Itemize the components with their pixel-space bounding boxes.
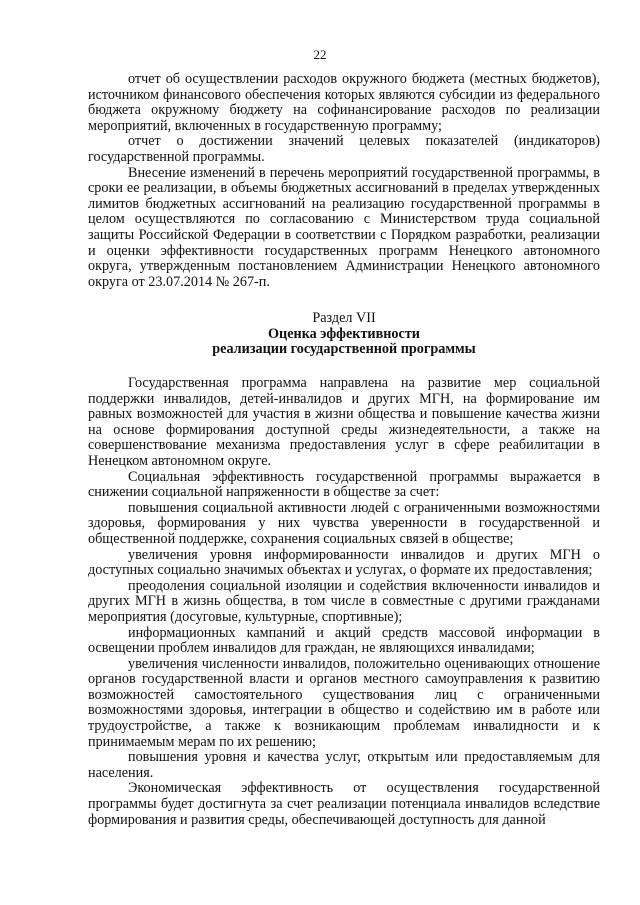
paragraph: информационных кампаний и акций средств массовой информации в освещении проблем инвалидов для граждан, не являющихся инвалидами; <box>88 624 600 657</box>
paragraph: Социальная эффективность государственной программы выражается в снижении социальной напряженности в обществе за счет: <box>88 468 600 501</box>
paragraph: Внесение изменений в перечень мероприятий государственной программы, в сроки ее реализации, в объемы бюджетных ассигнований в пределах утвержденных лимитов бюджетных ассигнований на реализацию государственной программы в целом осуществляются по согласованию с Министерством труда социальной защиты Российской Федерации в соответствии с Порядком разработки, реализации и оценки эффективности государственных программ Ненецкого автономного округа, утвержденным постановлением Администрации Ненецкого автономного округа от 23.07.2014 № 267-п. <box>88 164 600 290</box>
paragraph: отчет о достижении значений целевых показателей (индикаторов) государственной программы. <box>88 133 600 165</box>
section-heading-line-1: Оценка эффективности <box>268 325 420 342</box>
section-heading-line-2: реализации государственной программы <box>212 341 476 358</box>
body-text-block <box>88 376 600 828</box>
section-header <box>88 311 600 358</box>
page-number: 22 <box>313 47 327 62</box>
paragraph: увеличения уровня информированности инвалидов и других МГН о доступных социально значимых объектах и услугах, о формате их предоставления; <box>88 546 600 579</box>
paragraph: повышения социальной активности людей с ограниченными возможностями здоровья, формирования у них чувства уверенности в государственной и общественной поддержке, сохранения социальных связей в обществе; <box>88 499 600 547</box>
paragraph: увеличения численности инвалидов, положительно оценивающих отношение органов государственной власти и органов местного самоуправления к развитию возможностей самостоятельного существования лиц с ограниченными возможностями здоровья, интеграции в общество и содействию им в работе или трудоустройстве, а также к возникающим проблемам инвалидности и к принимаемым мерам по их решению; <box>88 655 600 750</box>
paragraph: преодоления социальной изоляции и содействия включенности инвалидов и других МГН в жизнь общества, в том числе в совместные с другими гражданами мероприятия (досуговые, культурные, спортивные); <box>88 577 600 625</box>
paragraph: Экономическая эффективность от осуществления государственной программы будет достигнута за счет реализации потенциала инвалидов вследствие формирования и развития среды, обеспечивающей доступность для данной <box>88 780 600 828</box>
paragraph: отчет об осуществлении расходов окружного бюджета (местных бюджетов), источником финансового обеспечения которых являются субсидии из федерального бюджета окружному бюджету на софинансирование расходов по реализации мероприятий, включенных в государственную программу; <box>88 71 600 134</box>
section-label: Раздел VII <box>312 310 376 326</box>
paragraph: повышения уровня и качества услуг, открытым или предоставляемым для населения. <box>88 749 600 781</box>
top-text-block <box>88 72 600 290</box>
paragraph: Государственная программа направлена на развитие мер социальной поддержки инвалидов, детей-инвалидов и других МГН, на формирование им равных возможностей для участия в жизни общества и повышение качества жизни на основе формирования доступной среды жизнедеятельности, а также на совершенствование механизма предоставления услуг в сфере реабилитации в Ненецком автономном округе. <box>88 375 600 469</box>
